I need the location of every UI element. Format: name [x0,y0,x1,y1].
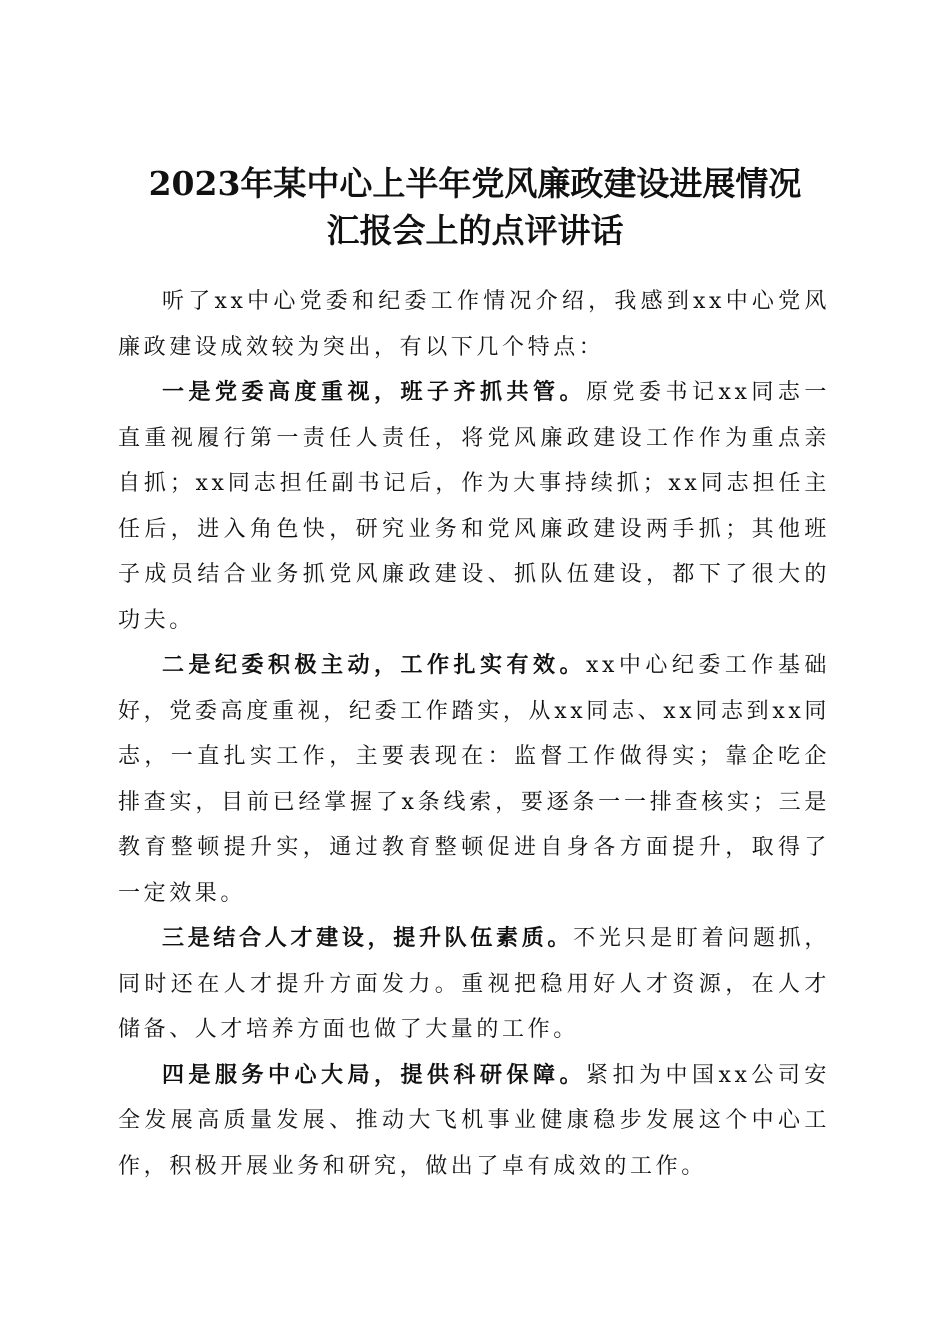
paragraph-lead: 二是纪委积极主动，工作扎实有效。 [162,652,586,678]
paragraph-lead: 三是结合人才建设，提升队伍素质。 [162,925,574,951]
document-title [100,160,850,254]
paragraph-point-2 [118,643,830,916]
title-line-2: 汇报会上的点评讲话 [326,211,624,251]
paragraph-text: 不光只是盯着问题抓，同时还在人才提升方面发力。重视把稳用好人才资源，在人才储备、人才培养方面也做了大量的工作。 [118,926,830,1042]
paragraph-point-1 [118,370,830,643]
paragraph-point-3 [118,916,830,1053]
paragraph-text: xx中心纪委工作基础好，党委高度重视，纪委工作踏实，从xx同志、xx同志到xx同志，一直扎实工作，主要表现在：监督工作做得实；靠企吃企排查实，目前已经掌握了x条线索，要逐条一一排查核实；三是教育整顿提升实，通过教育整顿促进自身各方面提升，取得了一定效果。 [118,653,830,906]
paragraph-lead: 一是党委高度重视，班子齐抓共管。 [162,379,586,405]
paragraph-point-4 [118,1053,830,1190]
title-line-1: 2023年某中心上半年党风廉政建设进展情况 [148,164,802,204]
document-body [118,279,830,1189]
paragraph-text: 听了xx中心党委和纪委工作情况介绍，我感到xx中心党风廉政建设成效较为突出，有以下几个特点： [118,289,830,360]
paragraph-lead: 四是服务中心大局，提供科研保障。 [162,1061,586,1088]
paragraph-intro [118,279,830,370]
paragraph-text: 紧扣为中国xx公司安全发展高质量发展、推动大飞机事业健康稳步发展这个中心工作，积极开展业务和研究，做出了卓有成效的工作。 [118,1062,830,1179]
paragraph-text: 原党委书记xx同志一直重视履行第一责任人责任，将党风廉政建设工作作为重点亲自抓；xx同志担任副书记后，作为大事持续抓；xx同志担任主任后，进入角色快，研究业务和党风廉政建设两手抓；其他班子成员结合业务抓党风廉政建设、抓队伍建设，都下了很大的功夫。 [118,380,830,633]
